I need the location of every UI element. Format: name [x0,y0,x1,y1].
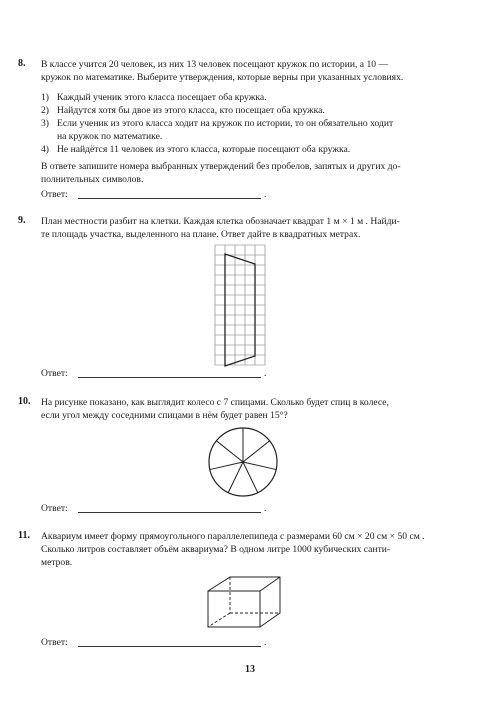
task-number: 9. [18,215,26,226]
task-text-line: если угол между соседними спицами в нём будет равен 15°? [41,410,288,421]
grid-plan-figure [214,244,270,368]
wheel-spoke [216,441,243,462]
wheel-spoke [243,462,276,470]
answer-11[interactable] [41,636,267,649]
task-note-line: полнительных символов. [41,174,144,185]
option-text: на кружок по математике. [57,131,163,142]
option-text: Каждый ученик этого класса посещает оба кружка. [57,92,267,103]
option-number: 4) [41,144,49,155]
answer-dot: . [264,503,267,514]
option-number: 2) [41,105,49,116]
wheel-spoke [243,441,270,462]
page-number: 13 [245,664,255,675]
option-text: Найдутся хотя бы двое из этого класса, кто посещает оба кружка. [57,105,325,116]
task-text-line: Сколько литров составляет объём аквариума? В одном литре 1000 кубических санти- [41,544,391,555]
task-note-line: В ответе запишите номера выбранных утверждений без пробелов, запятых и других до- [41,161,401,172]
answer-10[interactable] [41,502,267,515]
answer-label: Ответ: [41,503,68,514]
answer-line[interactable] [78,512,261,513]
answer-label: Ответ: [41,189,68,200]
answer-label: Ответ: [41,637,68,648]
task-text-line: План местности разбит на клетки. Каждая клетка обозначает квадрат 1 м × 1 м . Найди- [41,216,400,227]
task-number: 11. [18,530,30,541]
answer-dot: . [264,189,267,200]
cube-hidden-edge [208,613,230,627]
answer-9[interactable] [41,367,267,380]
wheel-spoke [243,462,258,493]
task-text-line: На рисунке показано, как выглядит колесо с 7 спицами. Сколько будет спиц в колесе, [41,397,389,408]
wheel-figure [206,425,280,499]
answer-line[interactable] [78,198,261,199]
plot-shape [225,254,255,366]
option-number: 3) [41,118,49,129]
option-text: Если ученик из этого класса ходит на кружок по истории, то он обязательно ходит [57,118,394,129]
aquarium-cube-figure [204,573,286,631]
wheel-spoke [228,462,243,493]
task-number: 8. [18,58,26,69]
answer-dot: . [264,637,267,648]
option-text: Не найдётся 11 человек из этого класса, которые посещают оба кружка. [57,144,351,155]
answer-8[interactable] [41,188,267,201]
answer-dot: . [264,368,267,379]
task-text-line: В классе учится 20 человек, из них 13 человек посещают кружок по истории, а 10 — [41,59,389,70]
wheel-spoke [210,462,243,470]
cube-top-edge [260,577,280,591]
task-text-line: кружок по математике. Выберите утверждения, которые верны при указанных условиях. [41,72,404,83]
answer-line[interactable] [78,646,261,647]
option-number: 1) [41,92,49,103]
task-number: 10. [18,396,31,407]
task-text-line: метров. [41,557,73,568]
answer-line[interactable] [78,377,261,378]
task-text-line: Аквариум имеет форму прямоугольного параллелепипеда с размерами 60 см × 20 см × 50 см . [41,531,425,542]
answer-label: Ответ: [41,368,68,379]
task-text-line: те площадь участка, выделенного на плане. Ответ дайте в квадратных метрах. [41,229,361,240]
